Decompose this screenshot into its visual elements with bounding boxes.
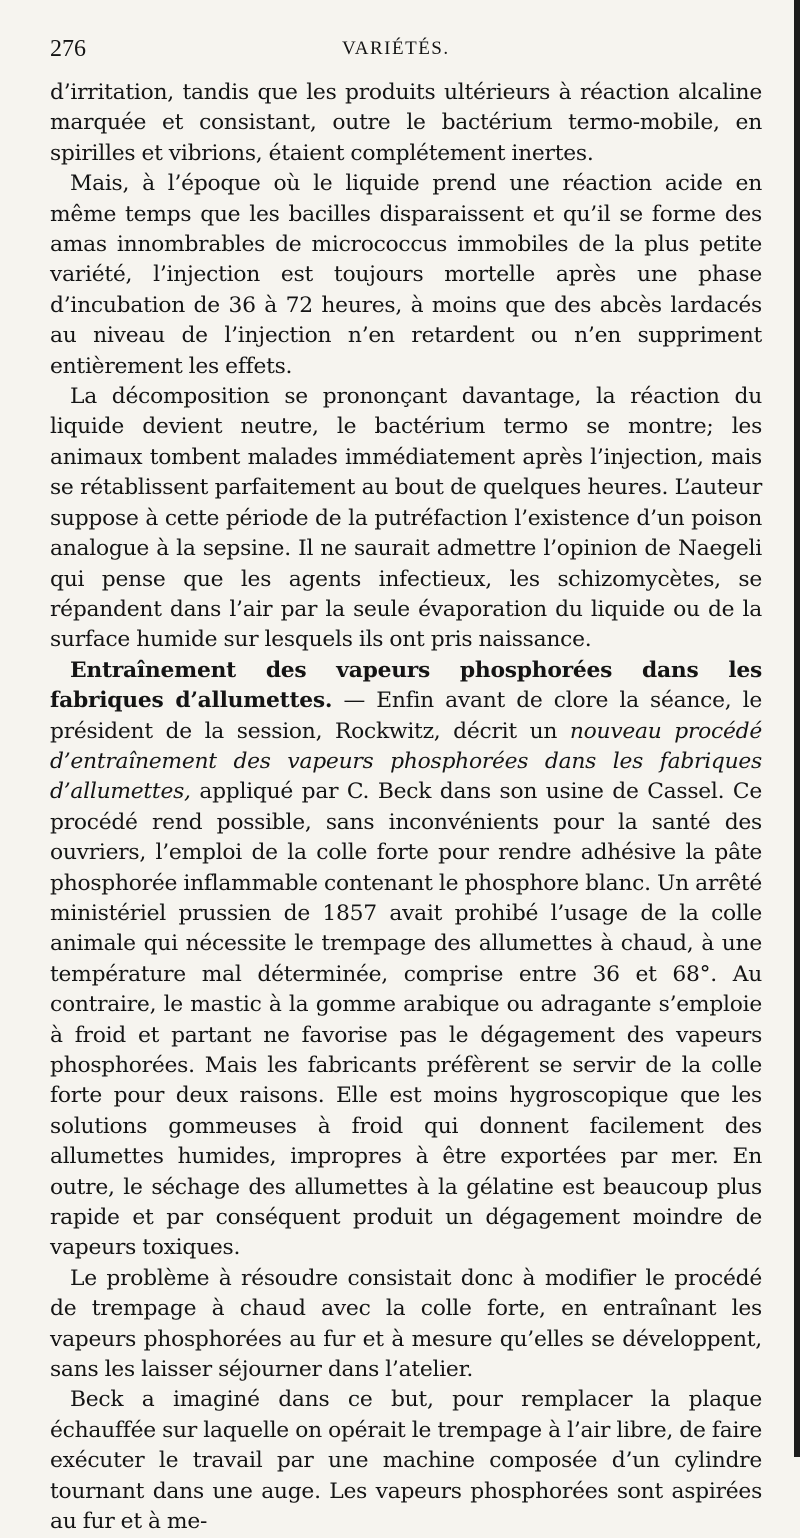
paragraph-4 <box>50 656 762 1264</box>
paragraph-3: La décomposition se prononçant davantage, la réaction du liquide devient neutre, le bactérium termo se montre; les animaux tombent malades immédiatement après l’injection, mais se rétablissent parfaitement au bout de quelques heures. L’auteur suppose à cette période de la putréfaction l’existence d’un poison analogue à la sepsine. Il ne saurait admettre l’opinion de Naegeli qui pense que les agents infectieux, les schizomycètes, se répandent dans l’air par la seule évaporation du liquide ou de la surface humide sur lesquels ils ont pris naissance. <box>50 384 762 653</box>
page-number: 276 <box>50 36 86 62</box>
page-header <box>50 28 762 78</box>
paragraph-2: Mais, à l’époque où le liquide prend une réaction acide en même temps que les bacilles disparaissent et qu’il se forme des amas innombrables de micrococcus immobiles de la plus petite variété, l’injection est toujours mortelle après une phase d’incubation de 36 à 72 heures, à moins que des abcès lardacés au niveau de l’injection n’en retardent ou n’en suppriment entièrement les effets. <box>50 171 762 379</box>
running-head: VARIÉTÉS. <box>342 38 450 59</box>
body-text <box>50 78 762 1538</box>
paragraph-4-text-a: — Enfin avant de clore la séance, le président de la session, Rockwitz, décrit un <box>50 688 762 744</box>
paragraph-1: d’irritation, tandis que les produits ultérieurs à réaction alcaline marquée et consistant, outre le bactérium termo-mobile, en spirilles et vibrions, étaient complétement inertes. <box>50 80 762 166</box>
paragraph-5: Le problème à résoudre consistait donc à modifier le procédé de trempage à chaud avec la colle forte, en entraînant les vapeurs phosphorées au fur et à mesure qu’elles se développent, sans les laisser séjourner dans l’atelier. <box>50 1265 762 1383</box>
section-title: Entraînement des vapeurs phosphorées dans les fabriques d’allumettes. <box>50 657 762 714</box>
paragraph-4-italic: nouveau procédé d’entraînement des vapeurs phosphorées dans les fabriques d’allumettes, <box>50 718 762 805</box>
paragraph-4-text-b: appliqué par C. Beck dans son usine de Cassel. Ce procédé rend possible, sans inconvénients pour la santé des ouvriers, l’emploi de la colle forte pour rendre adhésive la pâte phosphorée inflammable contenant le phosphore blanc. Un arrêté ministériel prussien de 1857 avait prohibé l’usage de la colle animale qui nécessite le trempage des allumettes à chaud, à une température mal déterminée, comprise entre 36 et 68°. Au contraire, le mastic à la gomme arabique ou adragante s’emploie à froid et partant ne favorise pas le dégagement des vapeurs phosphorées. Mais les fabricants préfèrent se servir de la colle forte pour deux raisons. Elle est moins hygroscopique que les solutions gommeuses à froid qui donnent facilement des allumettes humides, impropres à être exportées par mer. En outre, le séchage des allumettes à la gélatine est beaucoup plus rapide et par conséquent produit un dégagement moindre de vapeurs toxiques. <box>50 779 762 1261</box>
page-edge <box>794 0 800 1457</box>
paragraph-6: Beck a imaginé dans ce but, pour remplacer la plaque échauffée sur laquelle on opérait le trempage à l’air libre, de faire exécuter le travail par une machine composée d’un cylindre tournant dans une auge. Les vapeurs phosphorées sont aspirées au fur et à me- <box>50 1387 762 1535</box>
